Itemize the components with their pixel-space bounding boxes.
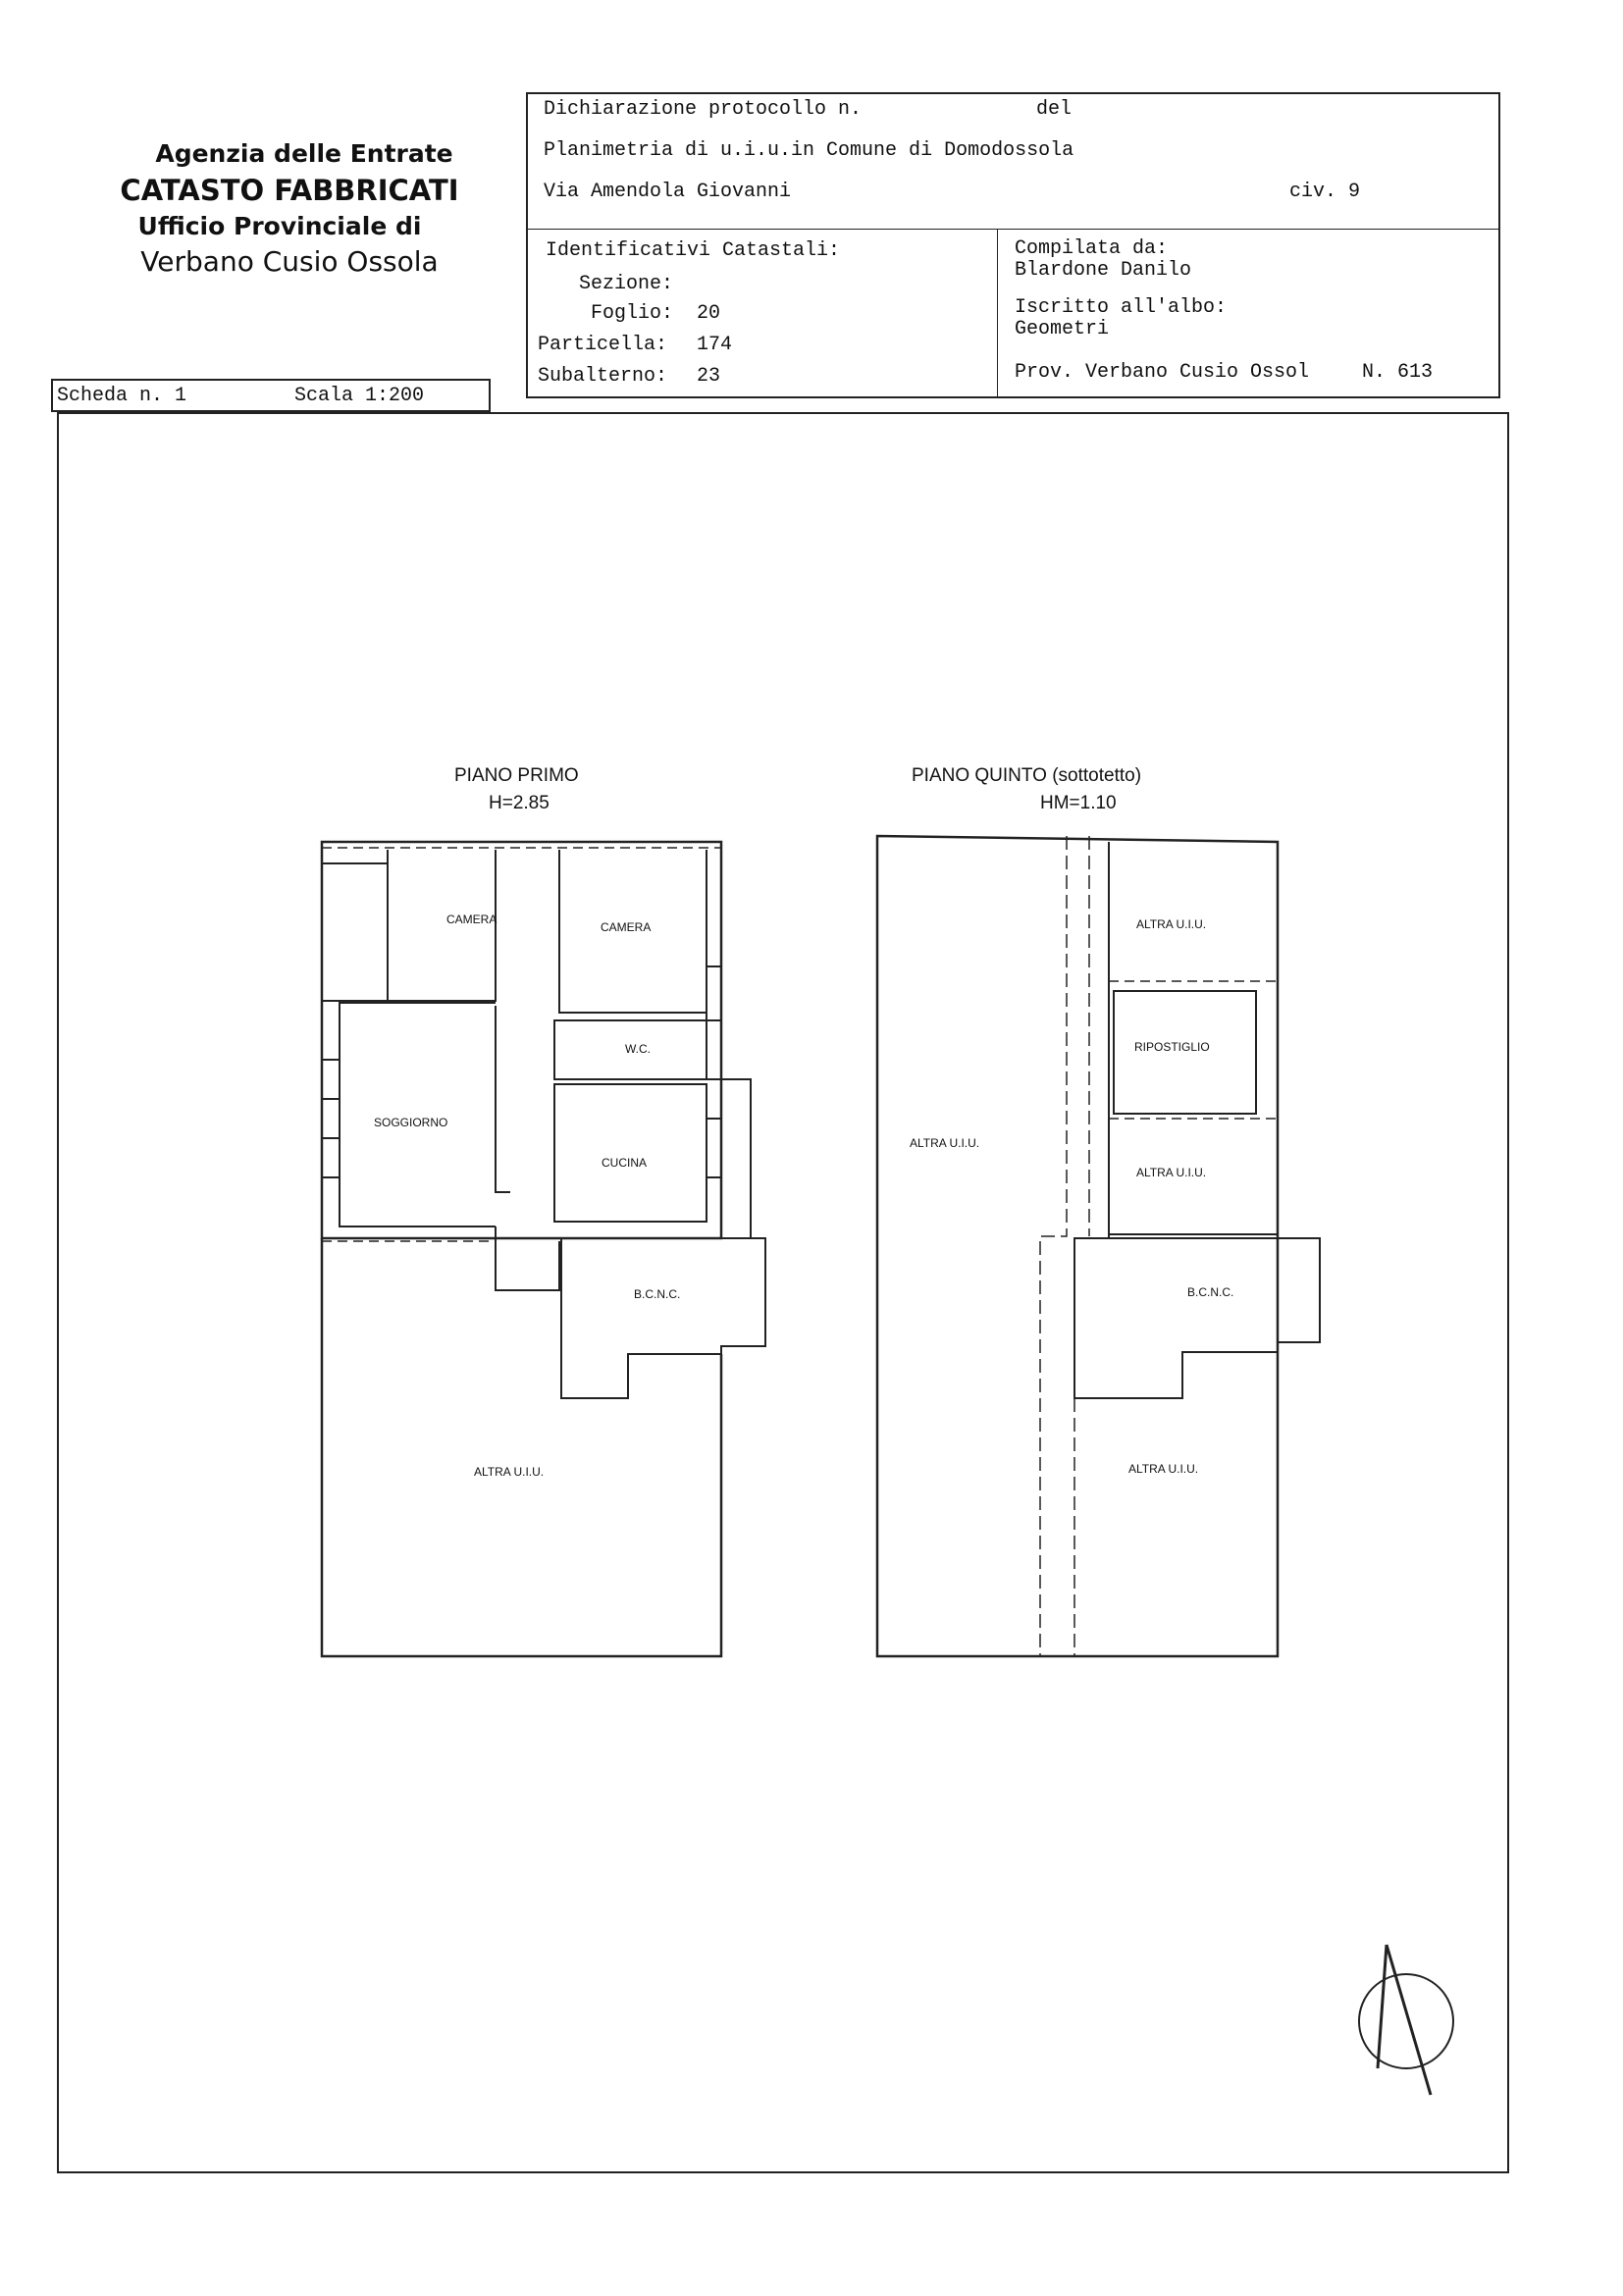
catasto-title: CATASTO FABBRICATI <box>120 174 459 207</box>
planimetria-label: Planimetria di u.i.u.in Comune di Domodossola <box>544 139 1074 162</box>
sezione-label: Sezione: <box>579 273 674 295</box>
iscritto-label: Iscritto all'albo: <box>1015 296 1228 319</box>
piano-primo-title: PIANO PRIMO <box>454 765 579 786</box>
civic-number: civ. 9 <box>1289 181 1361 203</box>
particella-label: Particella: <box>538 334 668 356</box>
room-bcnc-primo: B.C.N.C. <box>634 1287 681 1301</box>
foglio-value: 20 <box>697 302 721 325</box>
room-cucina: CUCINA <box>602 1156 648 1170</box>
subalterno-label: Subalterno: <box>538 365 668 388</box>
scheda-number: Scheda n. 1 <box>57 385 187 407</box>
ufficio-label: Ufficio Provinciale di <box>137 212 422 240</box>
albo-value: Geometri <box>1015 318 1110 340</box>
room-altra-uiu-left: ALTRA U.I.U. <box>910 1136 980 1150</box>
subalterno-value: 23 <box>697 365 721 388</box>
province-name: Verbano Cusio Ossola <box>140 245 439 278</box>
north-arrow-symbol <box>1359 1945 1453 2095</box>
agency-name: Agenzia delle Entrate <box>155 139 453 168</box>
compilata-label: Compilata da: <box>1015 237 1169 260</box>
address-label: Via Amendola Giovanni <box>544 181 792 203</box>
piano-quinto-title: PIANO QUINTO (sottotetto) <box>912 765 1142 786</box>
del-label: del <box>1036 98 1073 121</box>
room-bcnc-quinto: B.C.N.C. <box>1187 1285 1234 1299</box>
room-soggiorno: SOGGIORNO <box>374 1116 448 1129</box>
room-altra-uiu-primo: ALTRA U.I.U. <box>474 1465 545 1479</box>
piano-primo-plan <box>322 842 765 1656</box>
identificativi-label: Identificativi Catastali: <box>546 239 841 262</box>
room-altra-uiu-bottom: ALTRA U.I.U. <box>1128 1462 1199 1476</box>
piano-primo-height: H=2.85 <box>489 793 550 813</box>
foglio-label: Foglio: <box>591 302 674 325</box>
room-ripostiglio: RIPOSTIGLIO <box>1134 1040 1210 1054</box>
room-camera-2: CAMERA <box>601 920 652 934</box>
dichiarazione-label: Dichiarazione protocollo n. <box>544 98 863 121</box>
scale-label: Scala 1:200 <box>294 385 425 407</box>
albo-number: N. 613 <box>1362 361 1434 384</box>
room-altra-uiu-mid: ALTRA U.I.U. <box>1136 1166 1207 1179</box>
compilatore-name: Blardone Danilo <box>1015 259 1192 282</box>
particella-value: 174 <box>697 334 733 356</box>
room-wc: W.C. <box>625 1042 651 1056</box>
room-altra-uiu-top: ALTRA U.I.U. <box>1136 917 1207 931</box>
piano-quinto-height: HM=1.10 <box>1040 793 1117 813</box>
room-camera-1: CAMERA <box>446 913 497 926</box>
prov-label: Prov. Verbano Cusio Ossol <box>1015 361 1310 384</box>
piano-quinto-plan <box>877 836 1320 1656</box>
